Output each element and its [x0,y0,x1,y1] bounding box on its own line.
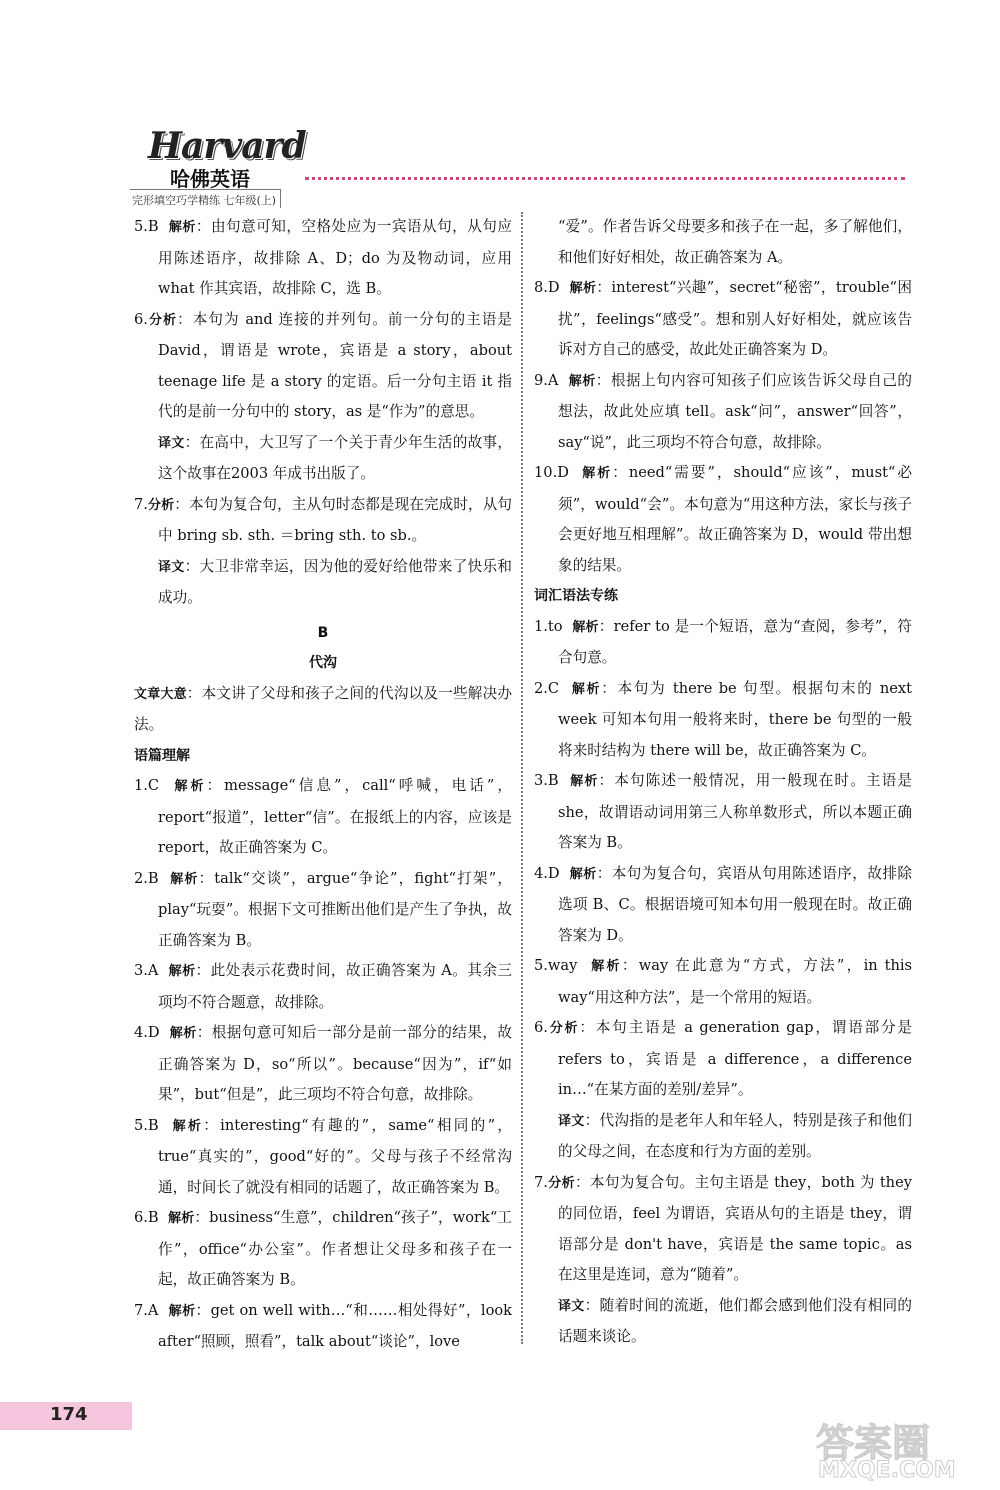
answer-item: 2.B 解析：talk“交谈”，argue“争论”，fight“打架”，play“玩耍”。根据下文可推断出他们是产生了争执，故正确答案为 B。 [134,869,512,949]
answer-item: 5.way 解析：way 在此意为“方式，方法”，in this way“用这种方法”，是一个常用的短语。 [534,957,912,1006]
watermark-logo: 答案圈 [816,1421,931,1465]
watermark-url: MXQE.COM [818,1458,956,1483]
answer-item: 7.分析：本句为复合句，主从句时态都是现在完成时，从句中 bring sb. sth. ＝bring sth. to sb.。 [134,495,512,544]
vocab-heading: 词汇语法专练 [534,588,618,604]
answer-item: 7.分析：本句为复合句。主句主语是 they，both 为 they 的同位语，feel 为谓语，宾语从句的主语是 they，谓语部分是 don't have，宾语是 the same topic。as 在这里是连词，意为“随着”。 [534,1173,912,1283]
section-letter: B [317,624,329,641]
continued-text: “爱”。作者告诉父母要多和孩子在一起，多了解他们，和他们好好相处，故正确答案为 A。 [558,218,912,266]
answer-item: 8.D 解析：interest“兴趣”，secret“秘密”，trouble“困扰”，feelings“感受”。想和别人好好相处，就应该告诉对方自己的感受，故此处正确答案为 D。 [534,279,912,358]
brand-chinese-title: 哈佛英语 [170,167,250,191]
answer-item: 6.B 解析：business“生意”，children“孩子”，work“工作”，office“办公室”。作者想让父母多和孩子在一起，故正确答案为 B。 [134,1209,512,1288]
answer-item: 4.D 解析：根据句意可知后一部分是前一部分的结果，故正确答案为 D，so“所以”。because“因为”，if“如果”，but“但是”，此三项均不符合句意，故排除。 [134,1024,512,1103]
answer-item: 1.C 解析：message“信息”，call“呼喊，电话”，report“报道”，letter“信”。在报纸上的内容，应该是report，故正确答案为 C。 [134,777,512,856]
answer-item: 2.C 解析：本句为 there be 句型。根据句末的 next week 可知本句用一般将来时，there be 句型的一般将来时结构为 there will be，故正确答案为 C。 [534,679,912,759]
column-divider [521,212,523,1344]
answer-item: 6.分析：本句主语是 a generation gap，谓语部分是 refers to，宾语是 a difference，a difference in…“在某方面的差别/差异”。 [534,1019,912,1098]
translation: 译文：代沟指的是老年人和年轻人，特别是孩子和他们的父母之间，在态度和行为方面的差别。 [558,1111,912,1160]
answer-item: 1.to 解析：refer to 是一个短语，意为“查阅，参考”，符合句意。 [534,617,912,666]
page-header [130,125,910,205]
answer-item: 6.分析：本句为 and 连接的并列句。前一分句的主语是David，谓语是 wrote，宾语是 a story，about teenage life 是 a story 的定语。后一分句主语 it 指代的是前一分句中的 story，as 是“作为”的意思。 [134,310,512,420]
reading-heading: 语篇理解 [134,747,190,764]
answer-item: 7.A 解析：get on well with…“和……相处得好”，look after“照顾，照看”，talk about“谈论”，love [134,1301,512,1350]
answer-item: 5.B 解析：interesting“有趣的”，same“相同的”，true“真实的”，good“好的”。父母与孩子不经常沟通，时间长了就没有相同的话题了，故正确答案为 B。 [134,1116,512,1196]
answer-item: 4.D 解析：本句为复合句，宾语从句用陈述语序，故排除选项 B、C。根据语境可知本句用一般现在时。故正确答案为 D。 [534,864,912,944]
summary: 文章大意：本文讲了父母和孩子之间的代沟以及一些解决办法。 [134,684,512,733]
book-subtitle: 完形填空巧学精练 七年级(上) [130,189,281,208]
translation: 译文：在高中，大卫写了一个关于青少年生活的故事，这个故事在2003 年成书出版了。 [158,433,512,482]
answer-item: 10.D 解析：need“需要”，should“应该”，must“必须”，would“会”。本句意为“用这种方法，家长与孩子会更好地互相理解”。故正确答案为 D，would 带出想象的结果。 [534,464,912,574]
left-column [134,212,512,1358]
translation: 译文：随着时间的流逝，他们都会感到他们没有相同的话题来谈论。 [558,1296,912,1345]
page-number: 174 [50,1404,88,1425]
header-dotted-rule [305,177,905,180]
right-column [534,212,912,1353]
section-title: 代沟 [309,655,337,671]
answer-item: 3.B 解析：本句陈述一般情况，用一般现在时。主语是 she，故谓语动词用第三人称单数形式，所以本题正确答案为 B。 [534,772,912,851]
translation: 译文：大卫非常幸运，因为他的爱好给他带来了快乐和成功。 [158,557,512,606]
answer-item: 9.A 解析：根据上句内容可知孩子们应该告诉父母自己的想法，故此处应填 tell。ask“问”，answer“回答”，say“说”，此三项均不符合句意，故排除。 [534,371,912,451]
answer-item: 5.B 解析：由句意可知，空格处应为一宾语从句，从句应用陈述语序，故排除 A、D；do 为及物动词，应用 what 作其宾语，故排除 C，选 B。 [134,218,512,297]
brand-logo-text: Harvard [148,125,306,167]
answer-item: 3.A 解析：此处表示花费时间，故正确答案为 A。其余三项均不符合题意，故排除。 [134,962,512,1011]
